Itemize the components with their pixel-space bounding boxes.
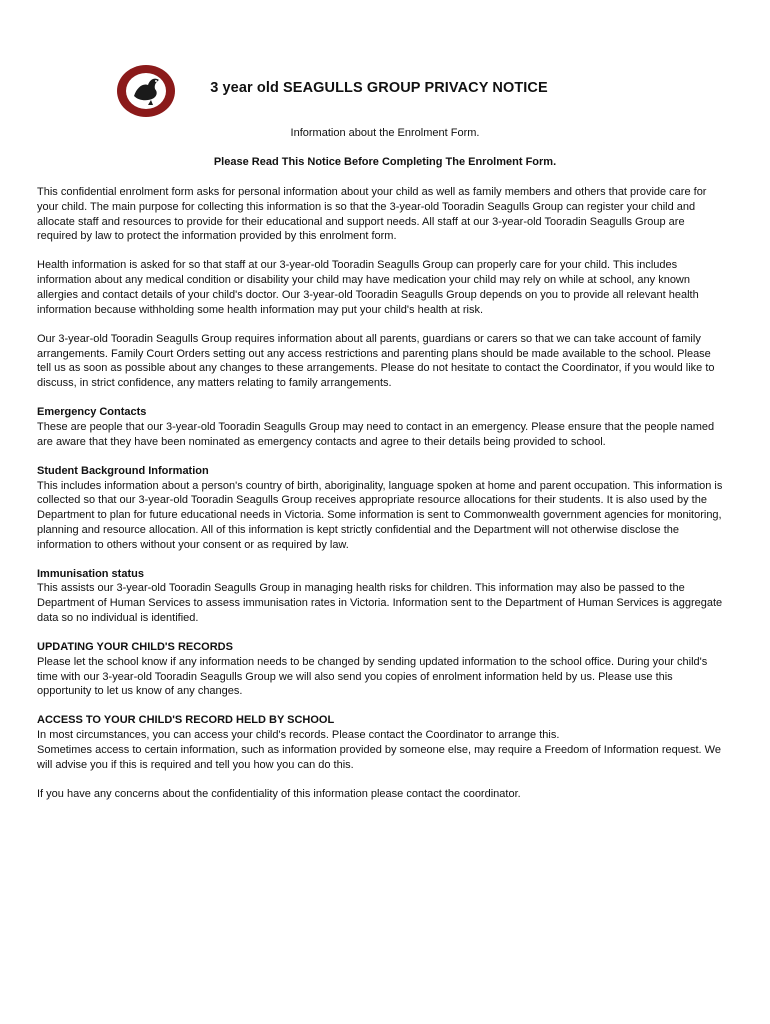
subtitle: Information about the Enrolment Form. (290, 127, 480, 139)
section-text-immunisation: This assists our 3-year-old Tooradin Seagulls Group in managing health risks for children. This information may also be passed to the Department of Human Services to assess immunisation rates in Victoria. Information sent to the Department of Human Services is aggregate data so no individual is identified. (37, 582, 723, 625)
section-heading-student-background: Student Background Information (37, 464, 209, 477)
section-heading-updating-records: UPDATING YOUR CHILD'S RECORDS (37, 641, 233, 654)
section-text-access-records: In most circumstances, you can access your child's records. Please contact the Coordinator to arrange this. (37, 729, 560, 742)
section-heading-access-records: ACCESS TO YOUR CHILD'S RECORD HELD BY SCHOOL (37, 714, 335, 727)
closing-text: If you have any concerns about the confidentiality of this information please contact the coordinator. (37, 787, 521, 800)
section-text-emergency-contacts: These are people that our 3-year-old Tooradin Seagulls Group may need to contact in an emergency. Please ensure that the people named are aware that they have been nominated as emergency contacts and agree to their details being provided to school. (37, 420, 715, 448)
intro-paragraph: Our 3-year-old Tooradin Seagulls Group requires information about all parents, guardians or carers so that we can take account of family arrangements. Family Court Orders setting out any access restrictions and parenting plans should be made available to the school. Please tell us as soon as possible about any changes to these arrangements. Please do not hesitate to contact the Coordinator, if you would like to discuss, in strict confidence, any matters relating to family arrangements. (37, 332, 715, 390)
notice-body (37, 185, 727, 816)
section-text-updating-records: Please let the school know if any information needs to be changed by sending updated information to the school office. During your child's time with our 3-year-old Tooradin Seagulls Group we will also send you copies of enrolment information held by us. Please use this opportunity to let us know of any changes. (37, 655, 708, 698)
section-heading-emergency-contacts: Emergency Contacts (37, 406, 147, 419)
instruction-heading: Please Read This Notice Before Completing The Enrolment Form. (213, 156, 557, 168)
section-heading-immunisation: Immunisation status (37, 567, 144, 580)
section-text-access-records-2: Sometimes access to certain information, such as information provided by someone else, may require a Freedom of Information request. We will advise you if this is required and tell you how you can do this. (37, 744, 721, 771)
intro-paragraph: Health information is asked for so that staff at our 3-year-old Tooradin Seagulls Group can properly care for your child. This includes information about any medical condition or disability your child may have medication your child may rely on while at school, any known allergies and contact details of your child's doctor. Our 3-year-old Tooradin Seagulls Group depends on you to provide all relevant health information because withholding some health information may put your child's health at risk. (37, 259, 699, 316)
section-text-student-background: This includes information about a person's country of birth, aboriginality, language spoken at home and parent occupation. This information is collected so that our 3-year-old Tooradin Seagulls Group receives appropriate resource allocations for their students. It is also used by the Department to plan for future educational needs in Victoria. Some information is sent to Commonwealth government agencies for monitoring, planning and resource allocation. All of this information is kept strictly confidential and the Department will not otherwise disclose the information to others without your consent or as required by law. (37, 479, 723, 551)
title-text: 3 year old SEAGULLS GROUP PRIVACY NOTICE (210, 80, 548, 96)
intro-paragraph: This confidential enrolment form asks for personal information about your child as well as family members and others that provide care for your child. The main purpose for collecting this information is so that the 3-year-old Tooradin Seagulls Group can register your child and allocate staff and resources to provide for their educational and support needs. All staff at our 3-year-old Tooradin Seagulls Group are required by law to protect the information provided by this enrolment form. (37, 186, 707, 243)
page-title (0, 80, 770, 96)
